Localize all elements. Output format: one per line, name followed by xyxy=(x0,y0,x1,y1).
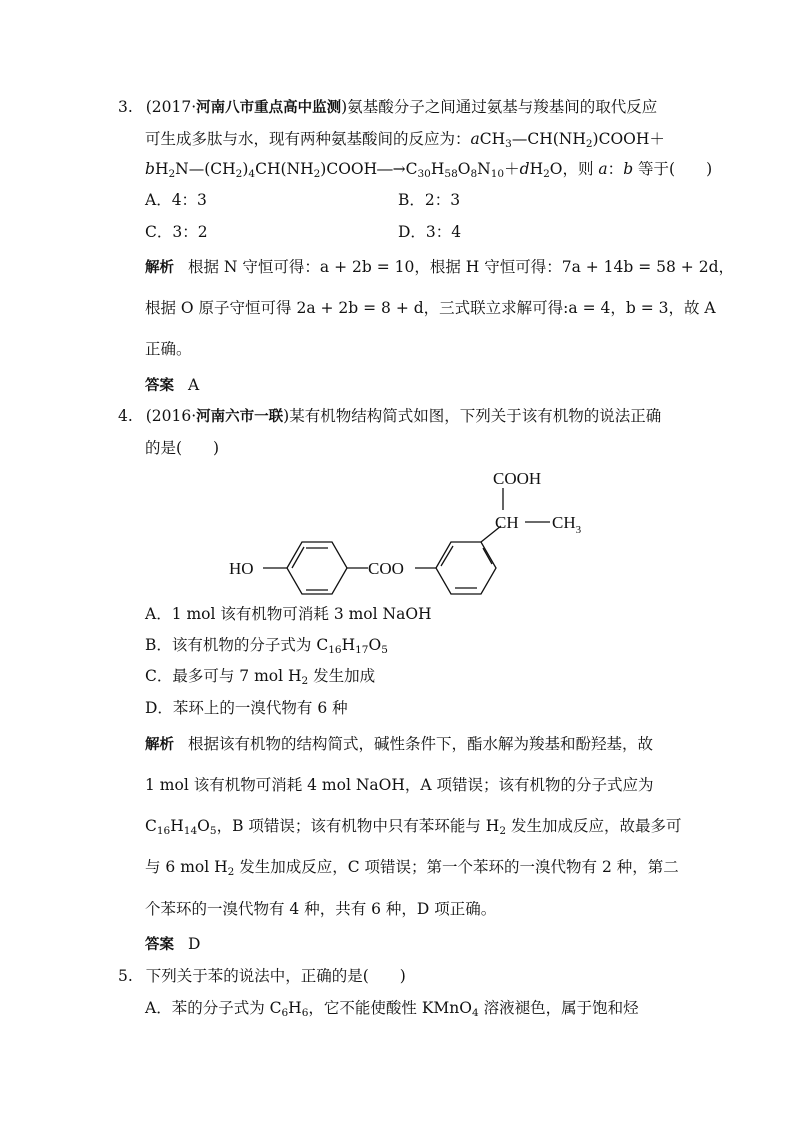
q4-option-d: D．苯环上的一溴代物有 6 种 xyxy=(145,699,348,717)
q3-sub: 2 xyxy=(313,168,321,180)
q3-formula-part: —CH(NH xyxy=(511,130,586,148)
q4-option-c-tail: 发生加成 xyxy=(308,667,376,685)
q3-explanation-text: 根据 N 守恒可得：a + 2b = 10，根据 H 守恒可得：7a + 14b = 58 + 2d， xyxy=(188,258,734,276)
q4-explanation-text: 发生加成反应，C 项错误；第一个苯环的一溴代物有 2 种，第二 xyxy=(234,858,679,876)
q3-formula-part: )COOH＋ xyxy=(592,130,665,148)
q4-option-b xyxy=(145,634,388,656)
q3-explanation-tag: 解析 xyxy=(145,260,174,276)
q4-sub: 2 xyxy=(227,866,235,878)
q4-sub: 14 xyxy=(183,825,198,837)
q5-stem: 下列关于苯的说法中，正确的是( ) xyxy=(145,967,406,985)
q3-formula-part: H xyxy=(154,160,169,178)
q5-sub: 6 xyxy=(281,1007,289,1019)
q5-sub: 6 xyxy=(301,1007,309,1019)
q4-explanation-line-2: 1 mol 该有机物可消耗 4 mol NaOH，A 项错误；该有机物的分子式应为 xyxy=(145,776,654,794)
q3-formula-part: ) xyxy=(242,160,249,178)
q4-answer-value: D xyxy=(188,935,201,953)
q5-option-a xyxy=(145,997,639,1019)
q4-option-a: A．1 mol 该有机物可消耗 3 mol NaOH xyxy=(145,605,432,623)
q4-formula-part: H xyxy=(341,636,356,654)
q4-structure-diagram xyxy=(225,462,605,597)
q4-explanation-text: 根据该有机物的结构简式，碱性条件下，酯水解为羧基和酚羟基，故 xyxy=(188,735,654,753)
q3-answer-tag: 答案 xyxy=(145,378,174,394)
q4-formula-part: H xyxy=(170,817,184,835)
q4-sub: 17 xyxy=(355,644,369,656)
q3-coef-a: a xyxy=(470,130,480,148)
q3-formula-part: ＋ xyxy=(504,160,520,178)
ring-2-double-bond xyxy=(483,548,492,564)
q4-sub: 16 xyxy=(328,644,342,656)
q3-option-b: B．2：3 xyxy=(398,191,461,209)
ch-label: CH xyxy=(495,513,519,532)
q4-explanation-line-5: 个苯环的一溴代物有 4 种，共有 6 种，D 项正确。 xyxy=(145,900,497,918)
q3-sub: 2 xyxy=(585,138,593,150)
q3-stem-tail: 等于( ) xyxy=(633,160,713,178)
benzene-ring-2 xyxy=(436,542,496,594)
q4-line-1 xyxy=(118,405,661,428)
q4-number: 4. xyxy=(118,407,133,425)
q3-answer xyxy=(145,374,199,397)
benzene-ring-1 xyxy=(287,542,347,594)
q3-formula-part: N—(CH xyxy=(175,160,236,178)
q4-sub: 2 xyxy=(499,825,507,837)
q3-source-close: ) xyxy=(341,98,348,116)
q4-option-c-text: C．最多可与 7 mol H xyxy=(145,667,302,685)
q3-sub: 30 xyxy=(417,168,431,180)
q3-option-d: D．3：4 xyxy=(398,223,462,241)
q4-option-c xyxy=(145,665,375,687)
q3-sub: 2 xyxy=(168,168,176,180)
q5-option-a-mid: ，它不能使酸性 KMnO xyxy=(308,999,472,1017)
q3-line-1 xyxy=(118,96,657,119)
q4-source-name: 河南六市一联 xyxy=(196,409,284,425)
q4-source-close: ) xyxy=(283,407,290,425)
q4-explanation-text: 发生加成反应，故最多可 xyxy=(506,817,682,835)
q4-explanation-tag: 解析 xyxy=(145,737,174,753)
q4-formula-part: C xyxy=(145,817,157,835)
q4-explanation-text: ，B 项错误；该有机物中只有苯环能与 H xyxy=(216,817,500,835)
q3-formula-part: CH(NH xyxy=(255,160,314,178)
q3-ratio-colon: ： xyxy=(607,160,624,178)
q3-stem-line1: 氨基酸分子之间通过氨基与羧基间的取代反应 xyxy=(347,98,658,116)
q3-formula-part: O xyxy=(457,160,471,178)
q3-source-year: (2017· xyxy=(145,98,197,116)
q3-explanation-line-3: 正确。 xyxy=(145,340,192,358)
q3-sub: 3 xyxy=(505,138,512,150)
q4-source-year: (2016· xyxy=(145,407,197,425)
q3-formula-part: O，则 xyxy=(549,160,599,178)
q4-stem-line2: 的是( ) xyxy=(145,439,220,457)
q3-option-a: A．4：3 xyxy=(145,191,207,209)
q3-number: 3. xyxy=(118,98,133,116)
ch3-label xyxy=(552,513,582,536)
coo-label: COO xyxy=(368,559,404,578)
q4-explanation-text: 与 6 mol H xyxy=(145,858,228,876)
q3-sub: 58 xyxy=(444,168,458,180)
q4-sub: 5 xyxy=(209,825,217,837)
q3-formula-part: CH xyxy=(479,130,506,148)
q5-number: 5. xyxy=(118,967,133,985)
q3-formula-part: )COOH―→C xyxy=(320,160,418,178)
q3-ratio-a: a xyxy=(598,160,608,178)
q3-sub: 10 xyxy=(490,168,505,180)
q3-option-c: C．3：2 xyxy=(145,223,208,241)
q4-stem-line1: 某有机物结构简式如图，下列关于该有机物的说法正确 xyxy=(289,407,662,425)
q3-sub: 2 xyxy=(235,168,243,180)
ho-label: HO xyxy=(229,559,254,578)
q4-sub: 5 xyxy=(381,644,388,656)
q4-explanation-line-1 xyxy=(145,733,653,756)
q5-sub: 4 xyxy=(471,1007,479,1019)
q3-explanation-line-1 xyxy=(145,256,734,279)
cooh-label: COOH xyxy=(493,469,542,488)
q5-formula-part: H xyxy=(288,999,302,1017)
q4-formula-part: O xyxy=(368,636,382,654)
q3-source-name: 河南八市重点高中监测 xyxy=(196,100,342,116)
q4-formula-part: O xyxy=(197,817,210,835)
q3-formula-part: N xyxy=(477,160,491,178)
q4-explanation-line-3 xyxy=(145,815,681,837)
q4-sub: 2 xyxy=(301,675,309,687)
q4-answer xyxy=(145,933,200,956)
q3-line-3 xyxy=(145,158,712,180)
q3-formula-part: H xyxy=(430,160,445,178)
q3-explanation-line-2: 根据 O 原子守恒可得 2a + 2b = 8 + d，三式联立求解可得:a = 4，b = 3，故 A xyxy=(145,299,716,317)
ch3-main: CH xyxy=(552,513,576,532)
q5-option-a-tail: 溶液褪色，属于饱和烃 xyxy=(478,999,639,1017)
q3-sub: 2 xyxy=(543,168,550,180)
q3-answer-value: A xyxy=(188,376,200,394)
q3-formula-part: H xyxy=(529,160,544,178)
q5-option-a-text: A．苯的分子式为 C xyxy=(145,999,282,1017)
ch3-sub: 3 xyxy=(575,524,582,536)
q3-sub: 4 xyxy=(248,168,256,180)
q3-stem-line2: 可生成多肽与水，现有两种氨基酸间的反应为： xyxy=(145,130,471,148)
q4-answer-tag: 答案 xyxy=(145,937,174,953)
q3-coef-d: d xyxy=(519,160,530,178)
q3-ratio-b: b xyxy=(623,160,634,178)
q4-explanation-line-4 xyxy=(145,856,679,878)
q4-sub: 16 xyxy=(156,825,171,837)
q3-sub: 8 xyxy=(470,168,478,180)
q4-option-b-text: B．该有机物的分子式为 C xyxy=(145,636,329,654)
q3-line-2 xyxy=(145,128,665,150)
q3-coef-b: b xyxy=(145,160,155,178)
q5-line-1 xyxy=(118,965,406,987)
